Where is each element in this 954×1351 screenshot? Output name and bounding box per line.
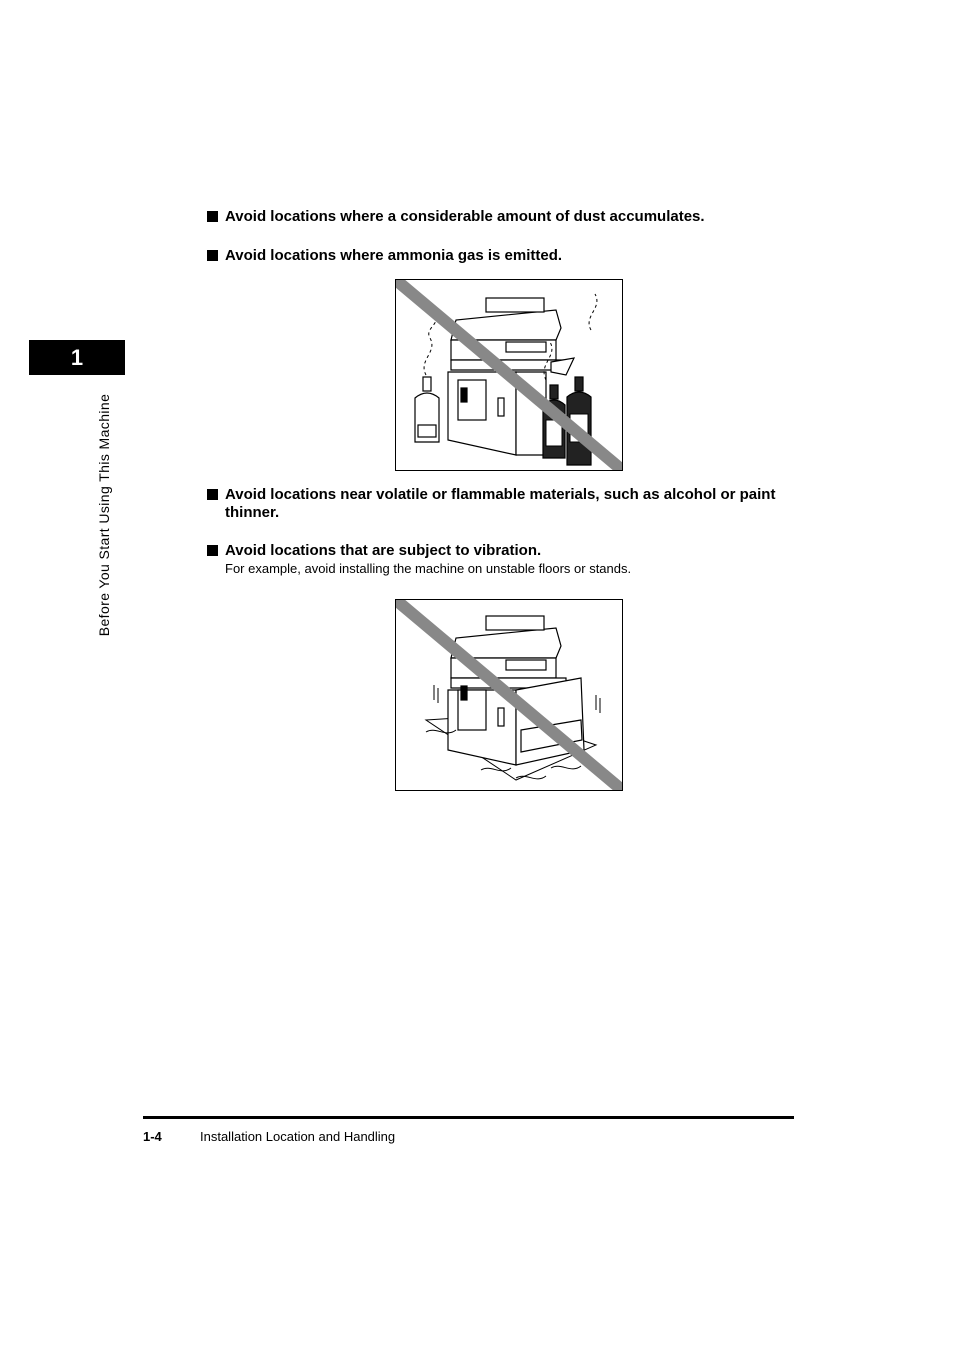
warning-dust xyxy=(207,208,807,226)
page-number: 1-4 xyxy=(143,1129,162,1144)
no-ammonia-gas-illustration xyxy=(395,279,623,471)
square-bullet-icon xyxy=(207,545,218,556)
square-bullet-icon xyxy=(207,489,218,500)
warning-heading: Avoid locations that are subject to vibration. xyxy=(207,542,807,560)
square-bullet-icon xyxy=(207,211,218,222)
footer-rule xyxy=(143,1116,794,1119)
chapter-side-label: Before You Start Using This Machine xyxy=(96,393,112,637)
footer-section-title: Installation Location and Handling xyxy=(200,1129,396,1144)
warning-heading: Avoid locations where ammonia gas is emitted. xyxy=(207,247,807,265)
square-bullet-icon xyxy=(207,250,218,261)
warning-flammable xyxy=(207,486,807,522)
warning-heading: Avoid locations where a considerable amount of dust accumulates. xyxy=(207,208,807,226)
no-vibration-illustration xyxy=(395,599,623,791)
warning-vibration xyxy=(207,542,807,577)
chapter-number: 1 xyxy=(70,344,84,370)
warning-subtext: For example, avoid installing the machine on unstable floors or stands. xyxy=(225,561,632,576)
warning-heading: Avoid locations near volatile or flammable materials, such as alcohol or paint thinner. xyxy=(207,486,807,522)
warning-ammonia xyxy=(207,247,807,265)
chapter-number-tab xyxy=(29,340,125,375)
